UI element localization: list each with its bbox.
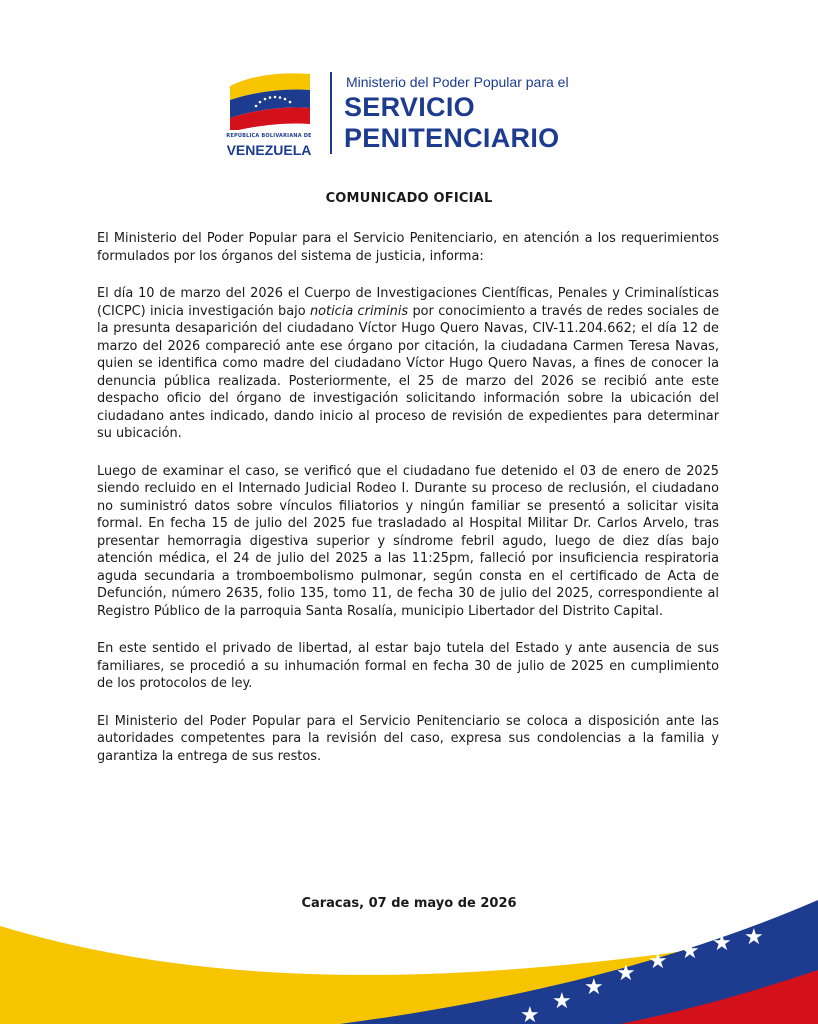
place-date-signoff: Caracas, 07 de mayo de 2026 <box>301 896 517 911</box>
svg-text:★: ★ <box>616 961 636 986</box>
country-subtitle: REPÚBLICA BOLIVARIANA DE <box>226 133 312 139</box>
paragraph-closing: El Ministerio del Poder Popular para el Servicio Penitenciario se coloca a disposición ante las autoridades competentes para la revisión del caso, expresa sus condolencias a la familia y garantiza la entrega de sus restos. <box>97 713 719 764</box>
service-name-line1: SERVICIO <box>344 92 475 122</box>
letterhead <box>226 70 606 160</box>
svg-text:★: ★ <box>584 975 604 1000</box>
header-divider <box>330 72 332 154</box>
svg-text:★: ★ <box>712 931 732 956</box>
svg-text:★: ★ <box>648 949 668 974</box>
country-name: VENEZUELA <box>226 142 312 158</box>
document-title: COMUNICADO OFICIAL <box>325 191 493 206</box>
svg-text:★: ★ <box>520 1003 540 1024</box>
svg-text:★: ★ <box>552 989 572 1014</box>
paragraph-investigation-start: El día 10 de marzo del 2026 el Cuerpo de Investigaciones Científicas, Penales y Criminalísticas (CICPC) inicia investigación bajo <box>97 286 719 319</box>
ministry-name: Ministerio del Poder Popular para el <box>346 74 569 90</box>
paragraph-investigation-end: por conocimiento a través de redes sociales de la presunta desaparición del ciudadano Víctor Hugo Quero Navas, CIV-11.204.662; el día 12 de marzo del 2026 compareció ante ese órgano por citación, la ciudadana Carmen Teresa Navas, quien se identifica como madre del ciudadano Víctor Hugo Quero Navas, a fines de conocer la denuncia pública realizada. Posteriormente, el 25 de marzo del 2026 se recibió ante este despacho oficio del órgano de investigación solicitando información sobre la ubicación del ciudadano antes indicado, dando inicio al proceso de revisión de expedientes para determinar su ubicación. <box>97 303 719 441</box>
paragraph-case-review: Luego de examinar el caso, se verificó que el ciudadano fue detenido el 03 de enero de 2025 siendo recluido en el Internado Judicial Rodeo I. Durante su proceso de reclusión, el ciudadano no suministró datos sobre vínculos filiatorios y ningún familiar se presentó a solicitar visita formal. En fecha 15 de julio del 2025 fue trasladado al Hospital Militar Dr. Carlos Arvelo, tras presentar hemorragia digestiva superior y síndrome febril agudo, luego de diez días bajo atención médica, el 24 de julio del 2025 a las 11:25pm, falleció por insuficiencia respiratoria aguda secundaria a tromboembolismo pulmonar, según consta en el certificado de Acta de Defunción, número 2635, folio 135, tomo 11, de fecha 30 de julio del 2025, correspondiente al Registro Público de la parroquia Santa Rosalía, municipio Libertador del Distrito Capital. <box>97 463 719 619</box>
document-body <box>97 230 719 785</box>
paragraph-investigation-italic: noticia criminis <box>309 303 409 319</box>
paragraph-intro: El Ministerio del Poder Popular para el Servicio Penitenciario, en atención a los requerimientos formulados por los órganos del sistema de justicia, informa: <box>97 231 719 264</box>
svg-text:★: ★ <box>744 925 764 950</box>
service-name-line2: PENITENCIARIO <box>344 123 560 153</box>
service-name <box>344 92 559 154</box>
flag-wave-footer <box>0 890 818 1024</box>
paragraph-burial: En este sentido el privado de libertad, al estar bajo tutela del Estado y ante ausencia de sus familiares, se procedió a su inhumación formal en fecha 30 de julio de 2025 en cumplimiento de los protocolos de ley. <box>97 641 719 691</box>
venezuela-flag-logo <box>226 70 312 130</box>
svg-text:★: ★ <box>680 939 700 964</box>
paragraph-investigation <box>97 285 719 443</box>
